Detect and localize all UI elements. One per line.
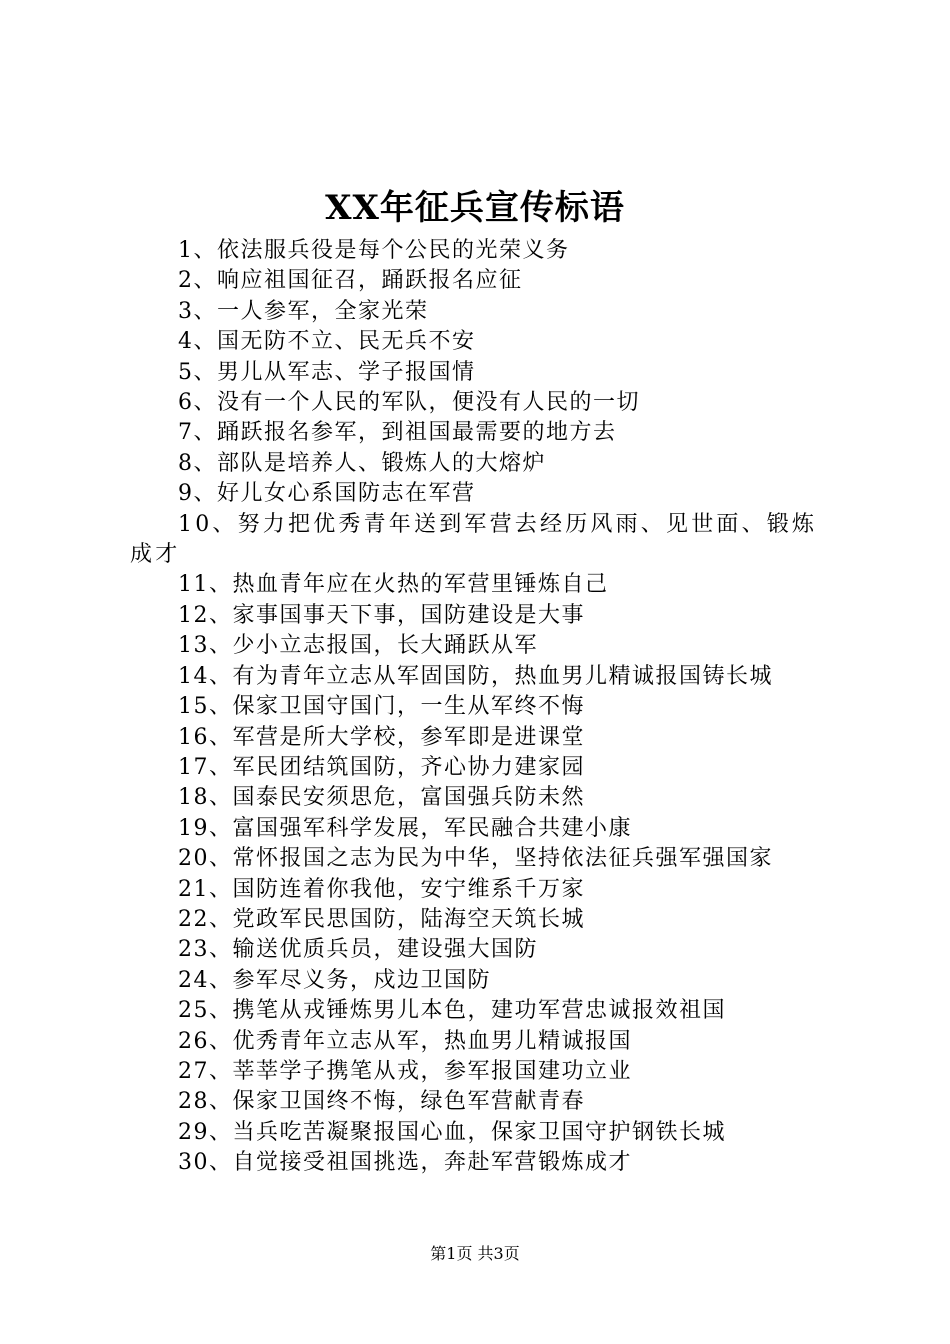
list-item: 3、一人参军，全家光荣 — [178, 298, 429, 324]
list-item: 17、军民团结筑国防，齐心协力建家园 — [178, 754, 585, 780]
list-item: 20、常怀报国之志为民为中华，坚持依法征兵强军强国家 — [178, 846, 773, 872]
list-item: 11、热血青年应在火热的军营里锤炼自己 — [178, 572, 609, 598]
list-item: 22、党政军民思国防，陆海空天筑长城 — [178, 906, 585, 932]
list-item: 9、好儿女心系国防志在军营 — [178, 481, 476, 507]
list-item: 2、响应祖国征召，踊跃报名应征 — [178, 268, 523, 294]
list-item: 1、依法服兵役是每个公民的光荣义务 — [178, 238, 570, 263]
list-item: 16、军营是所大学校，参军即是进课堂 — [178, 724, 585, 750]
list-item: 4、国无防不立、民无兵不安 — [178, 329, 476, 355]
list-item: 24、参军尽义务，戍边卫国防 — [178, 967, 491, 993]
page-footer: 第1页 共3页 — [430, 1244, 520, 1263]
list-item: 15、保家卫国守国门，一生从军终不悔 — [178, 694, 585, 720]
list-item: 19、富国强军科学发展，军民融合共建小康 — [178, 815, 632, 841]
list-item: 30、自觉接受祖国挑选，奔赴军营锻炼成才 — [178, 1150, 632, 1176]
list-item: 21、国防连着你我他，安宁维系千万家 — [178, 876, 585, 902]
list-item: 13、少小立志报国，长大踊跃从军 — [178, 633, 538, 659]
list-item: 26、优秀青年立志从军，热血男儿精诚报国 — [178, 1028, 632, 1054]
list-item: 23、输送优质兵员，建设强大国防 — [178, 937, 538, 963]
list-item: 5、男儿从军志、学子报国情 — [178, 359, 476, 385]
list-item: 12、家事国事天下事，国防建设是大事 — [178, 602, 585, 628]
list-item: 25、携笔从戎锤炼男儿本色，建功军营忠诚报效祖国 — [178, 998, 726, 1024]
list-item: 27、莘莘学子携笔从戎，参军报国建功立业 — [178, 1058, 632, 1084]
document-title: XX年征兵宣传标语 — [325, 188, 625, 228]
list-item: 18、国泰民安须思危，富国强兵防未然 — [178, 785, 585, 811]
list-item: 6、没有一个人民的军队，便没有人民的一切 — [178, 390, 640, 416]
list-item: 14、有为青年立志从军固国防，热血男儿精诚报国铸长城 — [178, 663, 773, 689]
list-item: 7、踊跃报名参军，到祖国最需要的地方去 — [178, 420, 617, 446]
list-item: 10、努力把优秀青年送到军营去经历风雨、见世面、锻炼成才 — [130, 511, 818, 568]
list-item: 29、当兵吃苦凝聚报国心血，保家卫国守护钢铁长城 — [178, 1119, 726, 1145]
slogan-list — [130, 236, 840, 1179]
list-item: 28、保家卫国终不悔，绿色军营献青春 — [178, 1089, 585, 1115]
list-item: 8、部队是培养人、锻炼人的大熔炉 — [178, 450, 546, 476]
